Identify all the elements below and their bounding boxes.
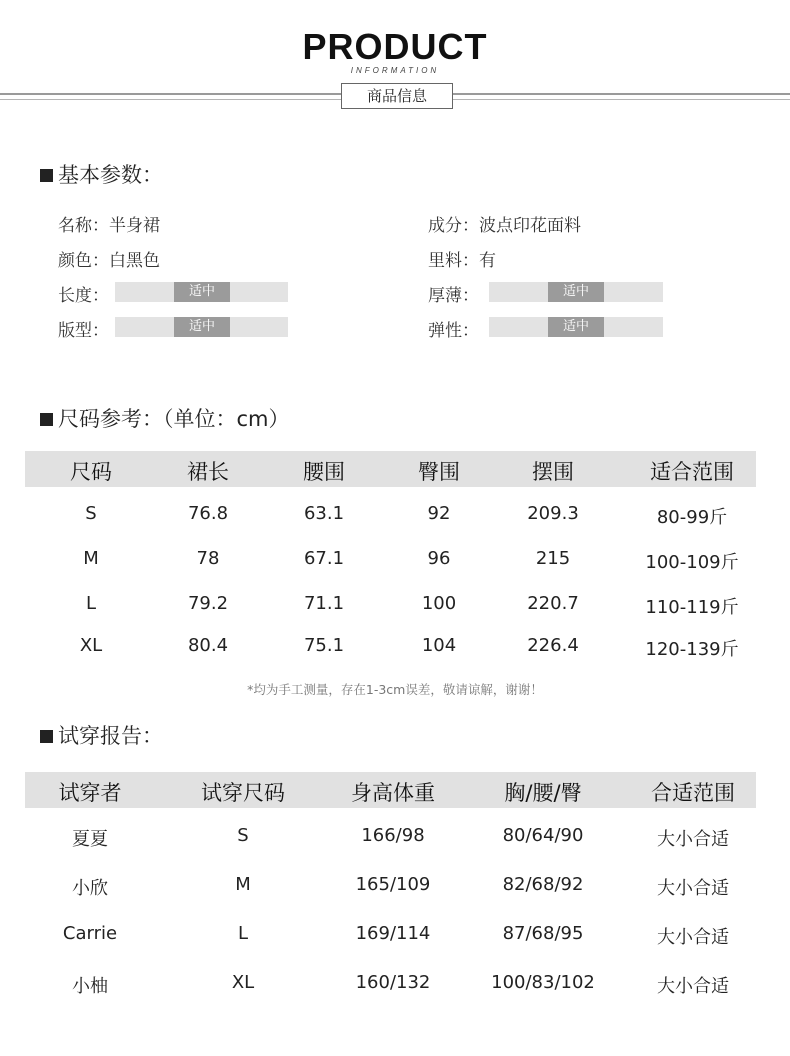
size-table-cell: 80-99斤 — [656, 507, 728, 528]
size-heading-text: 尺码参考：（单位：cm） — [58, 407, 290, 431]
trial-table-cell: Carrie — [62, 923, 118, 944]
trial-table-cell: 169/114 — [355, 923, 431, 944]
trial-table-header-cell: 合适范围 — [651, 781, 735, 805]
size-table-cell: M — [83, 548, 99, 569]
trial-table-cell: 大小合适 — [657, 878, 729, 899]
size-heading — [40, 403, 290, 433]
size-table-header-cell: 腰围 — [303, 460, 345, 484]
size-table-cell: 100-109斤 — [645, 552, 739, 573]
trial-table-cell: 160/132 — [355, 972, 431, 993]
length-level-track — [115, 282, 288, 302]
size-table-cell: 63.1 — [303, 503, 345, 524]
size-table-cell: XL — [79, 635, 103, 656]
trial-table-header-cell: 身高体重 — [351, 781, 435, 805]
trial-table-header-cell: 胸/腰/臀 — [504, 781, 582, 805]
trial-table-cell: 大小合适 — [657, 829, 729, 850]
size-table-cell: L — [85, 593, 97, 614]
trial-table-cell: 小欣 — [72, 878, 108, 899]
size-table-cell: 220.7 — [527, 593, 579, 614]
divider-right-thin — [453, 99, 790, 100]
size-table-header-cell: 裙长 — [187, 460, 229, 484]
trial-table-cell: 大小合适 — [657, 927, 729, 948]
trial-heading-text: 试穿报告： — [58, 724, 163, 748]
trial-table-cell: M — [235, 874, 251, 895]
trial-table-cell: 100/83/102 — [491, 972, 595, 993]
section-badge: 商品信息 — [341, 83, 453, 109]
trial-table-cell: 82/68/92 — [502, 874, 584, 895]
size-table-cell: 215 — [535, 548, 571, 569]
thickness-level-track — [489, 282, 663, 302]
size-table-header-cell: 臀围 — [418, 460, 460, 484]
size-table-cell: 209.3 — [527, 503, 579, 524]
param-name: 名称：半身裙 — [58, 216, 160, 236]
size-table-header-cell: 尺码 — [70, 460, 112, 484]
fit-level-indicator: 适中 — [174, 317, 230, 337]
page-subtitle: INFORMATION — [350, 66, 440, 75]
divider-right — [453, 93, 790, 95]
size-table-cell: 104 — [421, 635, 457, 656]
square-bullet-icon — [40, 730, 53, 743]
divider-left — [0, 93, 341, 95]
size-table-cell: 226.4 — [527, 635, 579, 656]
size-table-cell: 96 — [427, 548, 451, 569]
basic-params-heading — [40, 159, 163, 189]
trial-table-header-cell: 试穿者 — [58, 781, 122, 805]
trial-table-cell: 87/68/95 — [502, 923, 584, 944]
trial-table-cell: L — [237, 923, 249, 944]
thickness-level-indicator: 适中 — [548, 282, 604, 302]
size-table-cell: 80.4 — [187, 635, 229, 656]
elasticity-level-track — [489, 317, 663, 337]
param-color: 颜色：白黑色 — [58, 251, 160, 271]
trial-table-cell: 80/64/90 — [502, 825, 584, 846]
size-table-cell: 79.2 — [187, 593, 229, 614]
trial-table-cell: S — [237, 825, 249, 846]
basic-params-heading-text: 基本参数： — [58, 163, 163, 187]
trial-table-header-cell: 试穿尺码 — [201, 781, 285, 805]
trial-table-cell: 夏夏 — [72, 829, 108, 850]
size-table-cell: 67.1 — [303, 548, 345, 569]
trial-heading — [40, 720, 163, 750]
size-table-header-cell: 适合范围 — [650, 460, 734, 484]
square-bullet-icon — [40, 413, 53, 426]
fit-level-track — [115, 317, 288, 337]
trial-table-cell: 小柚 — [72, 976, 108, 997]
param-thickness-label: 厚薄： — [428, 286, 479, 306]
size-table-cell: 100 — [421, 593, 457, 614]
size-table-cell: 120-139斤 — [645, 639, 739, 660]
param-elasticity-label: 弹性： — [428, 321, 479, 341]
size-table-cell: S — [85, 503, 97, 524]
param-material: 成分：波点印花面料 — [428, 216, 581, 236]
square-bullet-icon — [40, 169, 53, 182]
size-table-cell: 71.1 — [303, 593, 345, 614]
divider-left-thin — [0, 99, 341, 100]
size-table-cell: 78 — [196, 548, 220, 569]
trial-table-cell: 大小合适 — [657, 976, 729, 997]
page-title: PRODUCT — [302, 26, 488, 67]
trial-table-cell: 165/109 — [355, 874, 431, 895]
size-table-cell: 75.1 — [303, 635, 345, 656]
size-table-cell: 92 — [427, 503, 451, 524]
param-fit-label: 版型： — [58, 321, 109, 341]
trial-table-cell: 166/98 — [361, 825, 425, 846]
size-table-cell: 110-119斤 — [645, 597, 739, 618]
measurement-note: *均为手工测量，存在1-3cm误差，敬请谅解，谢谢！ — [247, 682, 543, 697]
elasticity-level-indicator: 适中 — [548, 317, 604, 337]
size-table-header-cell: 摆围 — [532, 460, 574, 484]
param-lining: 里料：有 — [428, 251, 496, 271]
param-length-label: 长度： — [58, 286, 109, 306]
trial-table-cell: XL — [231, 972, 255, 993]
length-level-indicator: 适中 — [174, 282, 230, 302]
size-table-cell: 76.8 — [187, 503, 229, 524]
